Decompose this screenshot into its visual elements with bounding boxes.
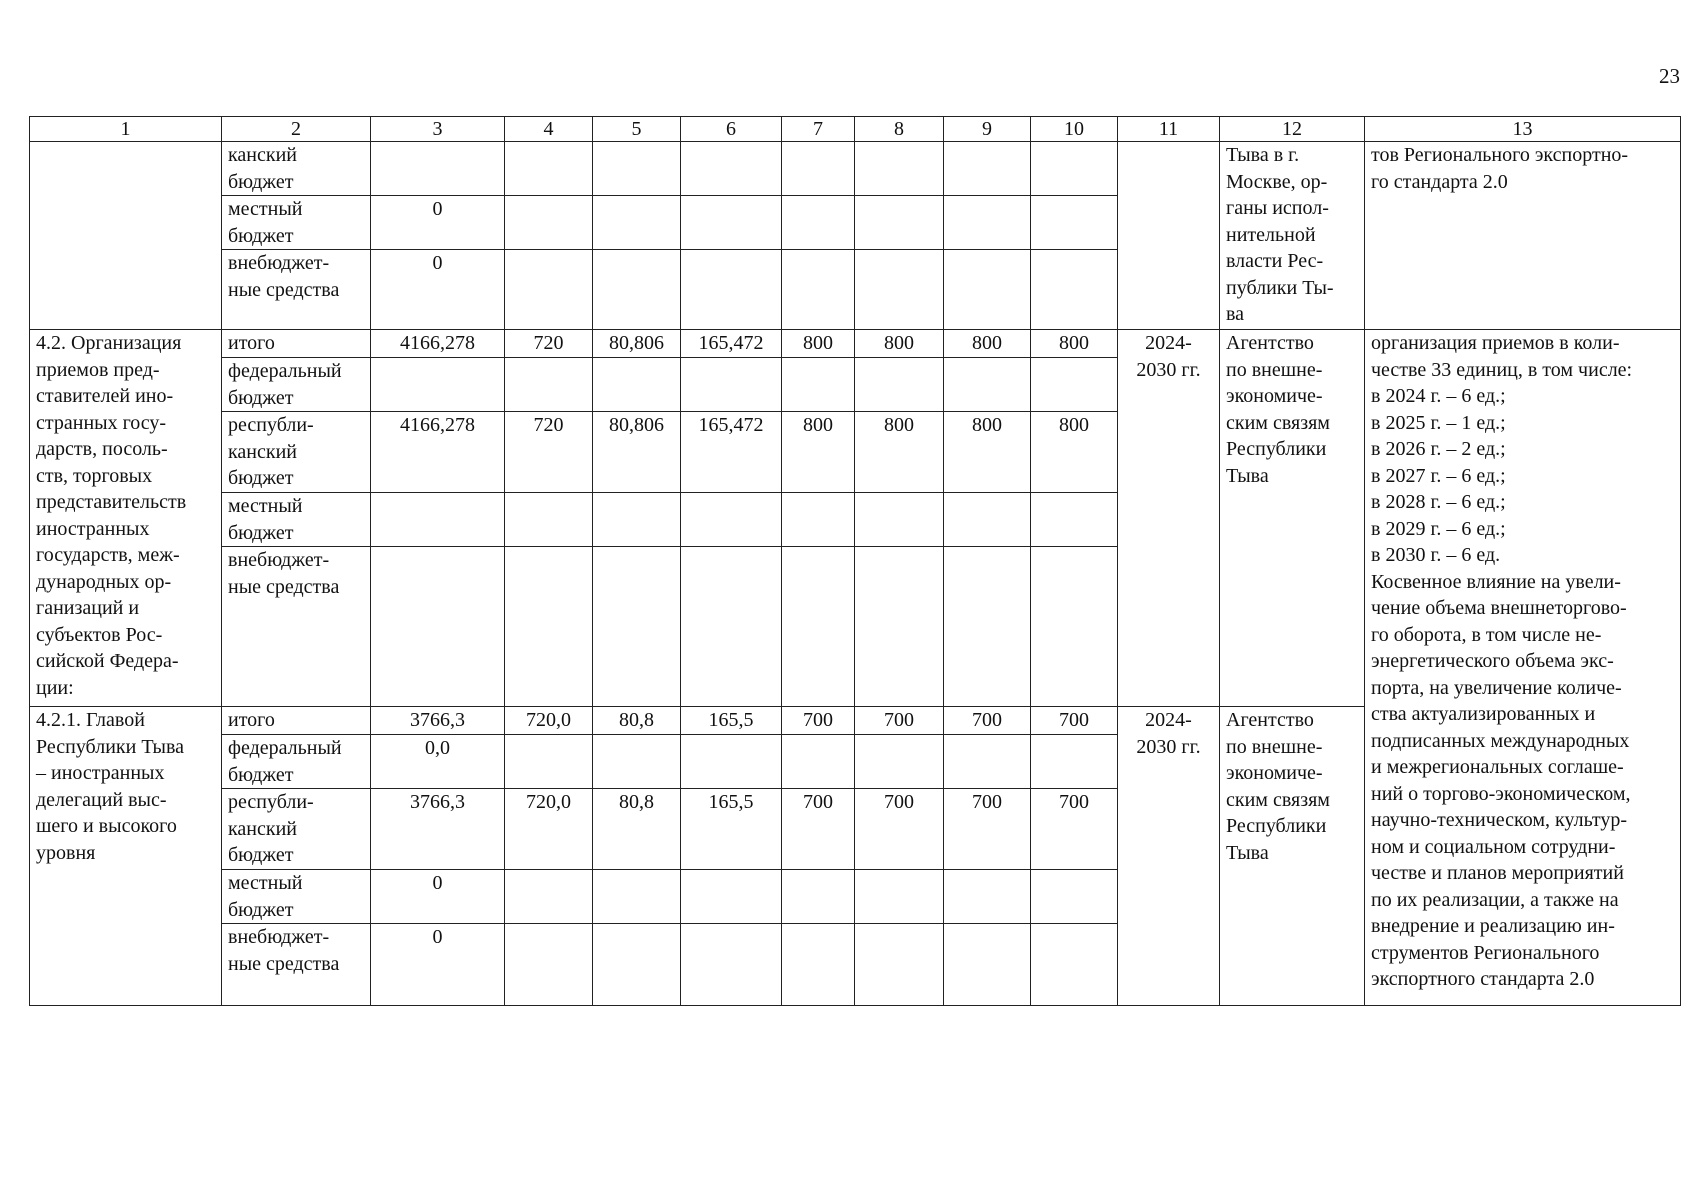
amount-cell: [371, 358, 505, 412]
amount-cell: 0,0: [371, 735, 505, 789]
amount-cell: 3766,3: [371, 707, 505, 735]
column-number: 12: [1220, 117, 1365, 142]
column-number: 11: [1118, 117, 1220, 142]
amount-cell: [505, 358, 593, 412]
amount-cell: [855, 735, 944, 789]
amount-cell: [944, 196, 1031, 250]
amount-cell: [593, 870, 681, 924]
amount-cell: 800: [944, 330, 1031, 358]
column-number: 3: [371, 117, 505, 142]
amount-cell: [505, 547, 593, 707]
amount-cell: [782, 547, 855, 707]
event-name-cell: 4.2.1. Главой Республики Тыва – иностранных делегаций выс- шего и высокого уровня: [30, 707, 222, 1006]
amount-cell: 80,806: [593, 412, 681, 493]
amount-cell: [681, 924, 782, 1006]
amount-cell: [855, 870, 944, 924]
amount-cell: 800: [782, 330, 855, 358]
amount-cell: [782, 250, 855, 330]
amount-cell: 800: [1031, 330, 1118, 358]
amount-cell: [593, 142, 681, 196]
amount-cell: [1031, 735, 1118, 789]
amount-cell: [1031, 196, 1118, 250]
amount-cell: 80,8: [593, 707, 681, 735]
funding-source: федеральный бюджет: [222, 735, 371, 789]
amount-cell: [855, 924, 944, 1006]
amount-cell: [593, 924, 681, 1006]
amount-cell: [944, 493, 1031, 547]
amount-cell: [681, 196, 782, 250]
result-cell: тов Регионального экспортно- го стандарта 2.0: [1365, 142, 1681, 330]
amount-cell: [944, 924, 1031, 1006]
amount-cell: 800: [782, 412, 855, 493]
amount-cell: [944, 142, 1031, 196]
amount-cell: 700: [944, 707, 1031, 735]
amount-cell: 0: [371, 196, 505, 250]
amount-cell: [1031, 547, 1118, 707]
amount-cell: 800: [1031, 412, 1118, 493]
executor-cell: Агентство по внешне- экономиче- ским связям Республики Тыва: [1220, 330, 1365, 707]
column-number: 6: [681, 117, 782, 142]
column-number-row: [30, 117, 1681, 142]
budget-table: [29, 116, 1681, 1006]
amount-cell: [1031, 924, 1118, 1006]
event-name-cell: 4.2. Организация приемов пред- ставителей ино- странных госу- дарств, посоль- ств, торговых представительств иностранных государств, меж- дународных ор- ганизаций и субъектов Рос- сийской Федера- ции:: [30, 330, 222, 707]
continuation-row: [30, 142, 1681, 196]
column-number: 4: [505, 117, 593, 142]
amount-cell: 700: [944, 789, 1031, 870]
column-number: 7: [782, 117, 855, 142]
amount-cell: [1031, 250, 1118, 330]
amount-cell: 700: [1031, 789, 1118, 870]
amount-cell: [855, 142, 944, 196]
amount-cell: [944, 358, 1031, 412]
amount-cell: 0: [371, 924, 505, 1006]
amount-cell: 3766,3: [371, 789, 505, 870]
amount-cell: 800: [855, 330, 944, 358]
period-cell: 2024- 2030 гг.: [1118, 707, 1220, 1006]
funding-source: внебюджет- ные средства: [222, 250, 371, 330]
amount-cell: [505, 493, 593, 547]
result-cell: организация приемов в коли- честве 33 единиц, в том числе: в 2024 г. – 6 ед.; в 2025 г. – 1 ед.; в 2026 г. – 2 ед.; в 2027 г. – 6 ед.; в 2028 г. – 6 ед.; в 2029 г. – 6 ед.; в 2030 г. – 6 ед. Косвенное влияние на увели- чение объема внешнеторгово- го оборота, в том числе не- энергетического объема экс- порта, на увеличение количе- ства актуализированных и подписанных международных и межрегиональных соглаше- ний о торгово-экономическом, научно-техническом, культур- ном и социальном сотрудни- честве и планов мероприятий по их реализации, а также на внедрение и реализацию ин- струментов Регионального экспортного стандарта 2.0: [1365, 330, 1681, 1006]
amount-cell: [371, 547, 505, 707]
amount-cell: [505, 870, 593, 924]
amount-cell: [593, 735, 681, 789]
amount-cell: [593, 493, 681, 547]
column-number: 5: [593, 117, 681, 142]
amount-cell: 700: [855, 789, 944, 870]
period-cell: [1118, 142, 1220, 330]
funding-source: республи- канский бюджет: [222, 412, 371, 493]
column-number: 13: [1365, 117, 1681, 142]
amount-cell: [782, 870, 855, 924]
funding-source: федеральный бюджет: [222, 358, 371, 412]
amount-cell: [681, 142, 782, 196]
amount-cell: 165,472: [681, 330, 782, 358]
amount-cell: 720: [505, 412, 593, 493]
amount-cell: [593, 196, 681, 250]
amount-cell: [1031, 870, 1118, 924]
amount-cell: 4166,278: [371, 412, 505, 493]
amount-cell: [855, 250, 944, 330]
section-4-2-row: [30, 330, 1681, 358]
amount-cell: [505, 924, 593, 1006]
amount-cell: [505, 735, 593, 789]
amount-cell: [681, 870, 782, 924]
amount-cell: 700: [782, 707, 855, 735]
amount-cell: [371, 493, 505, 547]
amount-cell: 720,0: [505, 707, 593, 735]
amount-cell: 80,806: [593, 330, 681, 358]
amount-cell: [681, 493, 782, 547]
executor-cell: Тыва в г. Москве, ор- ганы испол- нительной власти Рес- публики Ты- ва: [1220, 142, 1365, 330]
amount-cell: 165,5: [681, 707, 782, 735]
funding-source: итого: [222, 707, 371, 735]
amount-cell: [681, 735, 782, 789]
amount-cell: 800: [855, 412, 944, 493]
funding-source: внебюджет- ные средства: [222, 547, 371, 707]
funding-source: республи- канский бюджет: [222, 789, 371, 870]
amount-cell: [944, 735, 1031, 789]
amount-cell: [505, 196, 593, 250]
amount-cell: [782, 493, 855, 547]
amount-cell: [593, 547, 681, 707]
amount-cell: 165,5: [681, 789, 782, 870]
executor-cell: Агентство по внешне- экономиче- ским связям Республики Тыва: [1220, 707, 1365, 1006]
period-cell: 2024- 2030 гг.: [1118, 330, 1220, 707]
column-number: 1: [30, 117, 222, 142]
amount-cell: [782, 142, 855, 196]
funding-source: местный бюджет: [222, 196, 371, 250]
amount-cell: [593, 358, 681, 412]
amount-cell: 800: [944, 412, 1031, 493]
amount-cell: 720,0: [505, 789, 593, 870]
amount-cell: 0: [371, 870, 505, 924]
column-number: 10: [1031, 117, 1118, 142]
amount-cell: [782, 735, 855, 789]
amount-cell: [782, 196, 855, 250]
funding-source: внебюджет- ные средства: [222, 924, 371, 1006]
amount-cell: 700: [1031, 707, 1118, 735]
amount-cell: [681, 250, 782, 330]
amount-cell: [944, 870, 1031, 924]
amount-cell: [681, 547, 782, 707]
amount-cell: [855, 493, 944, 547]
amount-cell: 80,8: [593, 789, 681, 870]
column-number: 8: [855, 117, 944, 142]
funding-source: канский бюджет: [222, 142, 371, 196]
funding-source: итого: [222, 330, 371, 358]
amount-cell: 720: [505, 330, 593, 358]
amount-cell: 165,472: [681, 412, 782, 493]
amount-cell: [681, 358, 782, 412]
amount-cell: [1031, 358, 1118, 412]
amount-cell: 700: [855, 707, 944, 735]
funding-source: местный бюджет: [222, 493, 371, 547]
amount-cell: [944, 250, 1031, 330]
amount-cell: [505, 250, 593, 330]
amount-cell: [371, 142, 505, 196]
amount-cell: [1031, 142, 1118, 196]
amount-cell: 0: [371, 250, 505, 330]
amount-cell: [505, 142, 593, 196]
amount-cell: 4166,278: [371, 330, 505, 358]
funding-source: местный бюджет: [222, 870, 371, 924]
amount-cell: [1031, 493, 1118, 547]
amount-cell: [855, 358, 944, 412]
amount-cell: [782, 924, 855, 1006]
column-number: 2: [222, 117, 371, 142]
page-number: 23: [1659, 64, 1680, 88]
amount-cell: [855, 196, 944, 250]
amount-cell: [782, 358, 855, 412]
amount-cell: [593, 250, 681, 330]
amount-cell: 700: [782, 789, 855, 870]
amount-cell: [855, 547, 944, 707]
amount-cell: [944, 547, 1031, 707]
column-number: 9: [944, 117, 1031, 142]
event-name-cell: [30, 142, 222, 330]
